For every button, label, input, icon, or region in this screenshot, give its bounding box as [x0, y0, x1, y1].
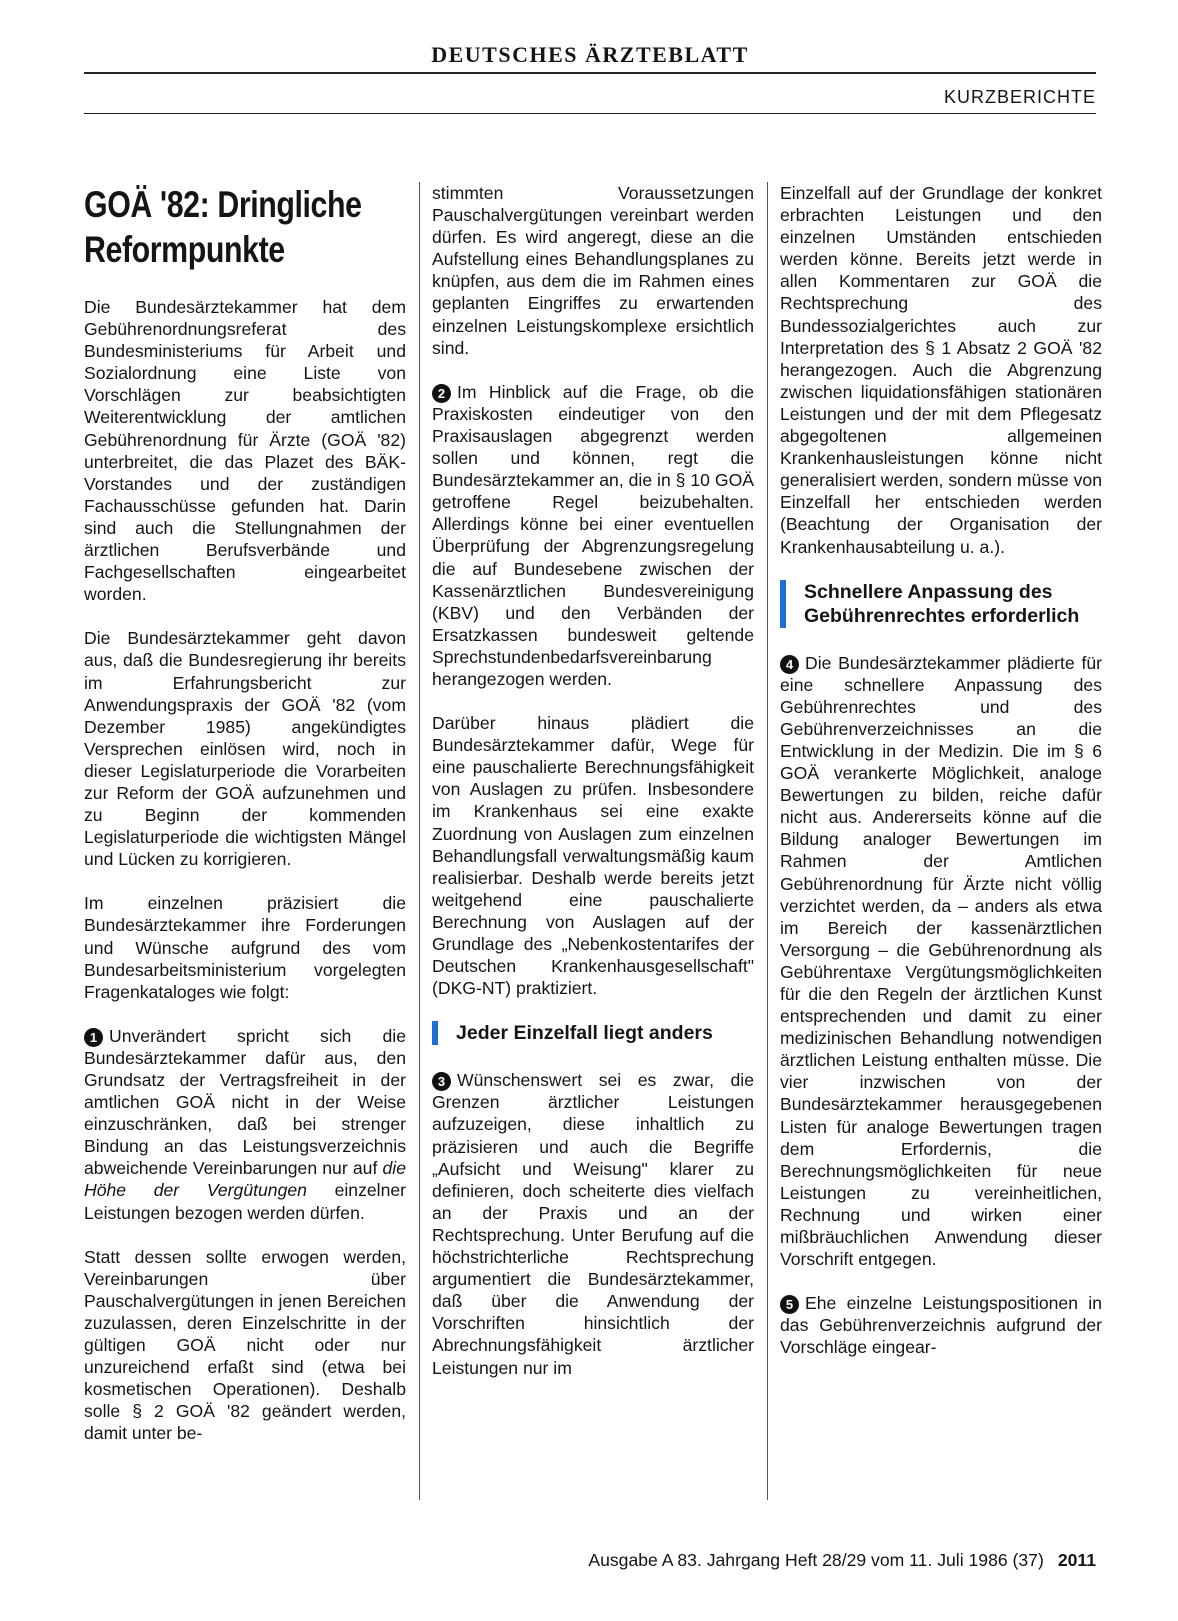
subheading: Schnellere Anpassung des Gebührenrechtes erforderlich: [780, 580, 1102, 628]
paragraph: Statt dessen sollte erwogen werden, Vereinbarungen über Pauschalvergütungen in jenen Bereichen zuzulassen, deren Einzelschritte in der gültigen GOÄ nicht oder nur unzureichend erfaßt sind (etwa bei kosmetischen Operationen). Deshalb solle § 2 GOÄ '82 geändert werden, damit unter be-: [84, 1246, 406, 1444]
section-label: KURZBERICHTE: [943, 87, 1096, 107]
emphasized-text: die Höhe der Vergütungen: [84, 1158, 406, 1201]
paragraph-text: Unverändert spricht sich die Bundesärztekammer dafür aus, den Grundsatz der Vertragsfreiheit in der amtlichen GOÄ nicht in der Weise einzuschränken, daß bei strenger Bindung an das Leistungsverzeichnis abweichende Vereinbarungen nur auf: [84, 1025, 406, 1179]
paragraph-text: Ehe einzelne Leistungspositionen in das Gebührenverzeichnis aufgrund der Vorschläge eingear-: [780, 1293, 1102, 1358]
paragraph: stimmten Voraussetzungen Pauschalvergütungen vereinbart werden dürfen. Es wird angeregt, diese an die Aufstellung eines Behandlungsplanes zu knüpfen, aus dem die im Rahmen eines geplanten Eingriffes zu erwartenden einzelnen Leistungskomplexe ersichtlich sind.: [432, 183, 754, 358]
paragraph-text: einzelner Leistungen bezogen werden dürfen.: [84, 1180, 406, 1223]
number-badge-2: 2: [432, 384, 451, 403]
numbered-paragraph: [432, 1069, 754, 1378]
paragraph: Im einzelnen präzisiert die Bundesärztekammer ihre Forderungen und Wünsche aufgrund des vom Bundesarbeitsministerium vorgelegten Fragenkataloges wie folgt:: [84, 893, 406, 1002]
numbered-paragraph: [780, 1292, 1102, 1358]
column-divider: [767, 182, 768, 1500]
masthead: DEUTSCHES ÄRZTEBLATT: [431, 42, 749, 67]
column-1: [84, 182, 406, 1467]
paragraph-text: Wünschenswert sei es zwar, die Grenzen ärztlicher Leistungen aufzuzeigen, diese inhaltlich zu präzisieren und auch die Begriffe „Aufsicht und Weisung" klarer zu definieren, doch scheiterte dies vielfach an der Praxis und an der Rechtsprechung. Unter Berufung auf die höchstrichterliche Rechtsprechung argumentiert die Bundesärztekammer, daß über die Anwendung der Vorschriften hinsichtlich der Abrechnungsfähigkeit ärztlicher Leistungen nur im: [432, 1070, 754, 1378]
article-headline: GOÄ '82: Dringliche Reformpunkte: [84, 184, 362, 270]
paragraph: Einzelfall auf der Grundlage der konkret erbrachten Leistungen und den einzelnen Umständen entschieden werden könne. Bereits jetzt werde in allen Kommentaren zur GOÄ die Rechtsprechung des Bundessozialgerichtes auch zur Interpretation des § 1 Absatz 2 GOÄ '82 herangezogen. Auch die Abgrenzung zwischen liquidationsfähigen stationären Leistungen und der mit dem Pflegesatz abgegoltenen allgemeinen Krankenhausleistungen könne nicht generalisiert werden, sondern müsse von Einzelfall her entschieden werden (Beachtung der Organisation der Krankenhausabteilung u. a.).: [780, 183, 1102, 557]
column-3: [780, 182, 1102, 1381]
paragraph: Darüber hinaus plädiert die Bundesärztekammer dafür, Wege für eine pauschalierte Berechnungsfähigkeit von Auslagen zu prüfen. Insbesondere im Krankenhaus sei eine exakte Zuordnung von Auslagen zum einzelnen Behandlungsfall verwaltungsmäßig kaum realisierbar. Deshalb werde bereits jetzt weitgehend eine pauschalierte Berechnung von Auslagen auf der Grundlage des „Nebenkostentarifes der Deutschen Krankenhausgesellschaft" (DKG-NT) praktiziert.: [432, 713, 754, 999]
number-badge-3: 3: [432, 1072, 451, 1091]
number-badge-1: 1: [84, 1028, 103, 1047]
masthead-rule: [84, 72, 1096, 74]
paragraph: Die Bundesärztekammer hat dem Gebührenordnungsreferat des Bundesministeriums für Arbeit und Sozialordnung eine Liste von Vorschlägen zur beabsichtigten Weiterentwicklung der amtlichen Gebührenordnung für Ärzte (GOÄ '82) unterbreitet, die das Plazet des BÄK-Vorstandes und der zuständigen Fachausschüsse gefunden hat. Darin sind auch die Stellungnahmen der ärztlichen Berufsverbände und Fachgesellschaften eingearbeitet worden.: [84, 297, 406, 605]
numbered-paragraph: [84, 1025, 406, 1224]
numbered-paragraph: [780, 652, 1102, 1271]
paragraph-text: Im Hinblick auf die Frage, ob die Praxiskosten eindeutiger von den Praxisauslagen abgegrenzt werden sollen und können, regt die Bundesärztekammer an, die in § 10 GOÄ getroffene Regel beizubehalten. Allerdings könne bei einer eventuellen Überprüfung der Abgrenzungsregelung die auf Bundesebene zwischen der Kassenärztlichen Bundesvereinigung (KBV) und den Verbänden der Ersatzkassen bundesweit geltende Sprechstundenbedarfsvereinbarung herangezogen werden.: [432, 381, 754, 689]
number-badge-5: 5: [780, 1295, 799, 1314]
section-rule: [84, 113, 1096, 114]
column-2: [432, 182, 754, 1401]
column-divider: [419, 182, 420, 1500]
page-footer: [588, 1549, 1096, 1571]
paragraph-text: Die Bundesärztekammer plädierte für eine schnellere Anpassung des Gebührenrechtes und des Gebührenverzeichnisses an die Entwicklung in der Medizin. Die im § 6 GOÄ verankerte Möglichkeit, analoge Bewertungen zu bilden, reiche dafür nicht aus. Andererseits könne auf die Bildung analoger Bewertungen im Rahmen der Amtlichen Gebührenordnung für Ärzte nicht völlig verzichtet werden, da – anders als etwa im Bereich der kassenärztlichen Versorgung – die Gebührenordnung als Gebührentaxe Vergütungsmöglichkeiten für die den Regeln der ärztlichen Kunst entsprechenden und damit zu einer medizinischen Behandlung notwendigen ärztlichen Leistung enthalten müsse. Die vier inzwischen von der Bundesärztekammer herausgegebenen Listen für analoge Bewertungen tragen dem Erfordernis, die Berechnungsmöglichkeiten für neue Leistungen zu vereinheitlichen, Rechnung und wirken einer mißbräuchlichen Anwendung dieser Vorschrift entgegen.: [780, 652, 1102, 1270]
edition-info: Ausgabe A 83. Jahrgang Heft 28/29 vom 11. Juli 1986 (37): [588, 1550, 1044, 1570]
subheading: Jeder Einzelfall liegt anders: [432, 1021, 754, 1045]
page-number: 2011: [1057, 1550, 1096, 1570]
number-badge-4: 4: [780, 655, 799, 674]
paragraph: Die Bundesärztekammer geht davon aus, daß die Bundesregierung ihr bereits im Erfahrungsbericht zur Anwendungspraxis der GOÄ '82 (vom Dezember 1985) angekündigtes Versprechen einlösen wird, noch in dieser Legislaturperiode die Vorarbeiten zur Reform der GOÄ aufzunehmen und zu Beginn der kommenden Legislaturperiode die wichtigsten Mängel und Lücken zu korrigieren.: [84, 628, 406, 870]
numbered-paragraph: [432, 381, 754, 690]
